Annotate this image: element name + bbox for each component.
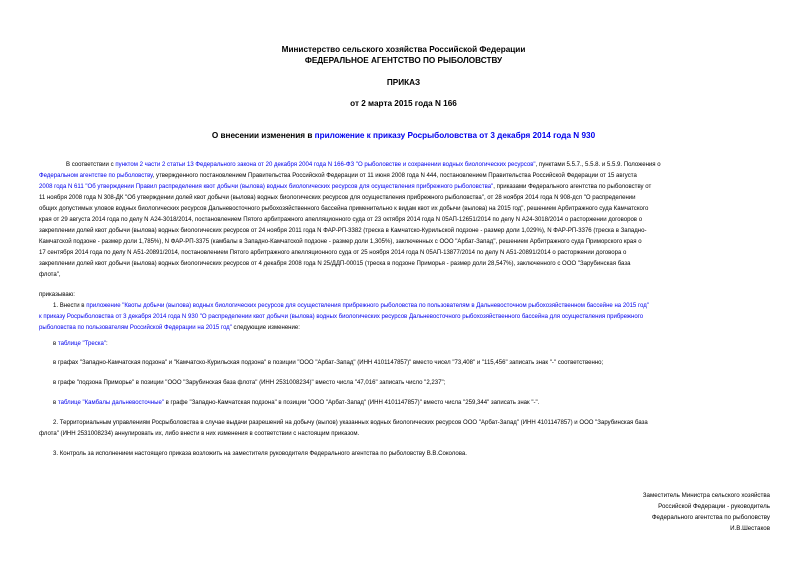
change-1: в графах "Западно-Камчатская подзона" и "Камчатско-Курильская подзона" в позиции "ООО "Арбат-Запад" (ИНН 4101147857)" вместо чисел "73,408" и "115,456" записать знак "-" соответственно;	[53, 360, 604, 366]
preamble-line-11: флота",	[39, 272, 61, 278]
item1-text: 1. Внести в	[53, 303, 87, 309]
agency-regulation-link[interactable]: Федеральном агентстве по рыболовству	[39, 173, 153, 179]
ministry-name: Министерство сельского хозяйства Российской Федерации	[281, 45, 526, 54]
order-word: приказываю:	[39, 292, 75, 298]
appendix-link[interactable]: приложение "Квоты добычи (вылова) водных биологических ресурсов для осуществления прибрежного рыболовства по пользователям в Дальневосточном рыбохозяйственном бассейне на 2015 год"	[86, 303, 649, 309]
signature-line-3: Федерального агентства по рыболовству	[651, 514, 770, 521]
doc-title-link[interactable]: приложение к приказу Росрыболовства от 3 декабря 2014 года N 930	[314, 131, 596, 140]
item1-text: следующие изменение:	[231, 325, 300, 331]
signature-line-2: Российской Федерации - руководитель	[658, 503, 770, 510]
preamble-line-2	[39, 173, 637, 179]
preamble-line-4: 11 ноября 2008 года N 308-ДК "Об утверждении долей квот добычи (вылова) водных биологических ресурсов для осуществления прибрежного рыболовства", от 28 ноября 2014 года N 908-дсп "О распределении	[39, 195, 636, 201]
preamble-line-1	[66, 162, 661, 168]
item2-line-1: 2. Территориальным управлениям Росрыболовства в случае выдачи разрешений на добычу (вылов) указанных водных биологических ресурсов ООО "Арбат-Запад" (ИНН 4101147857) и ООО "Зарубинская база	[53, 420, 648, 426]
preamble-line-5: общих допустимых уловов водных биологических ресурсов Дальневосточного рыбохозяйственного бассейна применительно к видам квот их добычи (вылова) на 2015 год", решением Арбитражного суда Камчатского	[39, 206, 649, 212]
government-decree-link[interactable]: 2008 года N 611 "Об утверждении Правил распределения квот добычи (вылова) водных биологических ресурсов для осуществления прибрежного рыболовства"	[39, 184, 494, 190]
doc-type: ПРИКАЗ	[386, 78, 421, 87]
change-3	[53, 400, 539, 406]
signature-line-1: Заместитель Министра сельского хозяйства	[642, 492, 770, 499]
item2-line-2: флота" (ИНН 2531008234) аннулировать их, либо внести в них изменения в соответствии с настоящим приказом.	[39, 431, 360, 437]
table-cod-link[interactable]: таблице "Треска"	[57, 341, 107, 347]
table-flounder-link[interactable]: таблице "Камбалы дальневосточные"	[57, 400, 164, 406]
preamble-line-6: края от 29 августа 2014 года по делу N А24-3018/2014, постановлением Пятого арбитражного апелляционного суда от 23 октября 2014 года N 05АП-12651/2014 по делу N А24-3018/2014 о расторжении договоров о	[39, 217, 643, 223]
change-2: в графе "подзона Приморье" в позиции "ООО "Зарубинская база флота" (ИНН 2531008234)" вместо числа "47,016" записать число "2,237";	[53, 380, 446, 386]
doc-title	[0, 131, 807, 140]
change-3-prefix: в	[53, 400, 58, 406]
agency-name: ФЕДЕРАЛЬНОЕ АГЕНТСТВО ПО РЫБОЛОВСТВУ	[304, 56, 503, 65]
preamble-text: , утвержденного постановлением Правительства Российской Федерации от 11 июня 2008 года N 444, постановлением Правительства Российской Федерации от 15 августа	[152, 173, 637, 179]
law-link[interactable]: пунктом 2 части 2 статьи 13 Федерального закона от 20 декабря 2004 года N 166-ФЗ "О рыболовстве и сохранении водных биологических ресурсов"	[115, 162, 536, 168]
preamble-text: В соответствии с	[66, 162, 116, 168]
order-930-link[interactable]: к приказу Росрыболовства от 3 декабря 2014 года N 930 "О распределении квот добычи (вылова) водных биологических ресурсов Дальневосточного рыбохозяйственного бассейна для осуществления прибрежного	[39, 314, 644, 320]
preamble-text: , приказами Федерального агентства по рыболовству от	[493, 184, 652, 190]
signature-name: И.В.Шестаков	[730, 525, 770, 532]
table-cod-prefix: в	[53, 341, 58, 347]
table-cod-line	[53, 341, 108, 347]
order-930-link-continued[interactable]: рыболовства по пользователям Российской Федерации на 2015 год"	[39, 325, 232, 331]
doc-title-prefix: О внесении изменения в	[211, 131, 315, 140]
preamble-line-8: Камчатской подзоне - размер доли 1,785%), N ФАР-РП-3375 (камбалы в Западно-Камчатской подзоне - размер доли 1,305%), заключенных с ООО "Арбат-Запад", решением Арбитражного суда Приморского края о	[39, 239, 642, 245]
preamble-line-7: закреплении долей квот добычи (вылова) водных биологических ресурсов от 24 ноября 2011 года N ФАР-РП-3382 (треска в Камчатско-Курильской подзоне - размер доли 1,029%), N ФАР-РП-3376 (треска в Западно-	[39, 228, 647, 234]
change-3-text: в графе "Западно-Камчатская подзона" в позиции "ООО "Арбат-Запад" (ИНН 4101147857)" вместо числа "259,344" записать знак "-".	[163, 400, 540, 406]
table-cod-suffix: :	[106, 341, 108, 347]
item3: 3. Контроль за исполнением настоящего приказа возложить на заместителя руководителя Федерального агентства по рыболовству В.В.Соколова.	[53, 451, 467, 457]
preamble-text: , пунктами 5.5.7., 5.5.8. и 5.5.9. Положения о	[535, 162, 661, 168]
item1-line-3	[39, 325, 300, 331]
preamble-line-3	[39, 184, 651, 190]
preamble-line-9: 17 сентября 2014 года по делу N А51-20891/2014, постановлением Пятого арбитражного апелляционного суда от 25 ноября 2014 года N 05АП-13877/2014 по делу N А51-20891/2014 о расторжении договора о	[39, 250, 627, 256]
item1-line-1	[53, 303, 649, 309]
doc-date: от 2 марта 2015 года N 166	[350, 99, 457, 108]
preamble-line-10: закреплении долей квот добычи (вылова) водных биологических ресурсов от 4 декабря 2008 года N 25/ДДП-00015 (треска в подзоне Приморья - размер доли 28,547%), заключенного с ООО "Зарубинская база	[39, 261, 631, 267]
item1-line-2	[39, 314, 643, 320]
